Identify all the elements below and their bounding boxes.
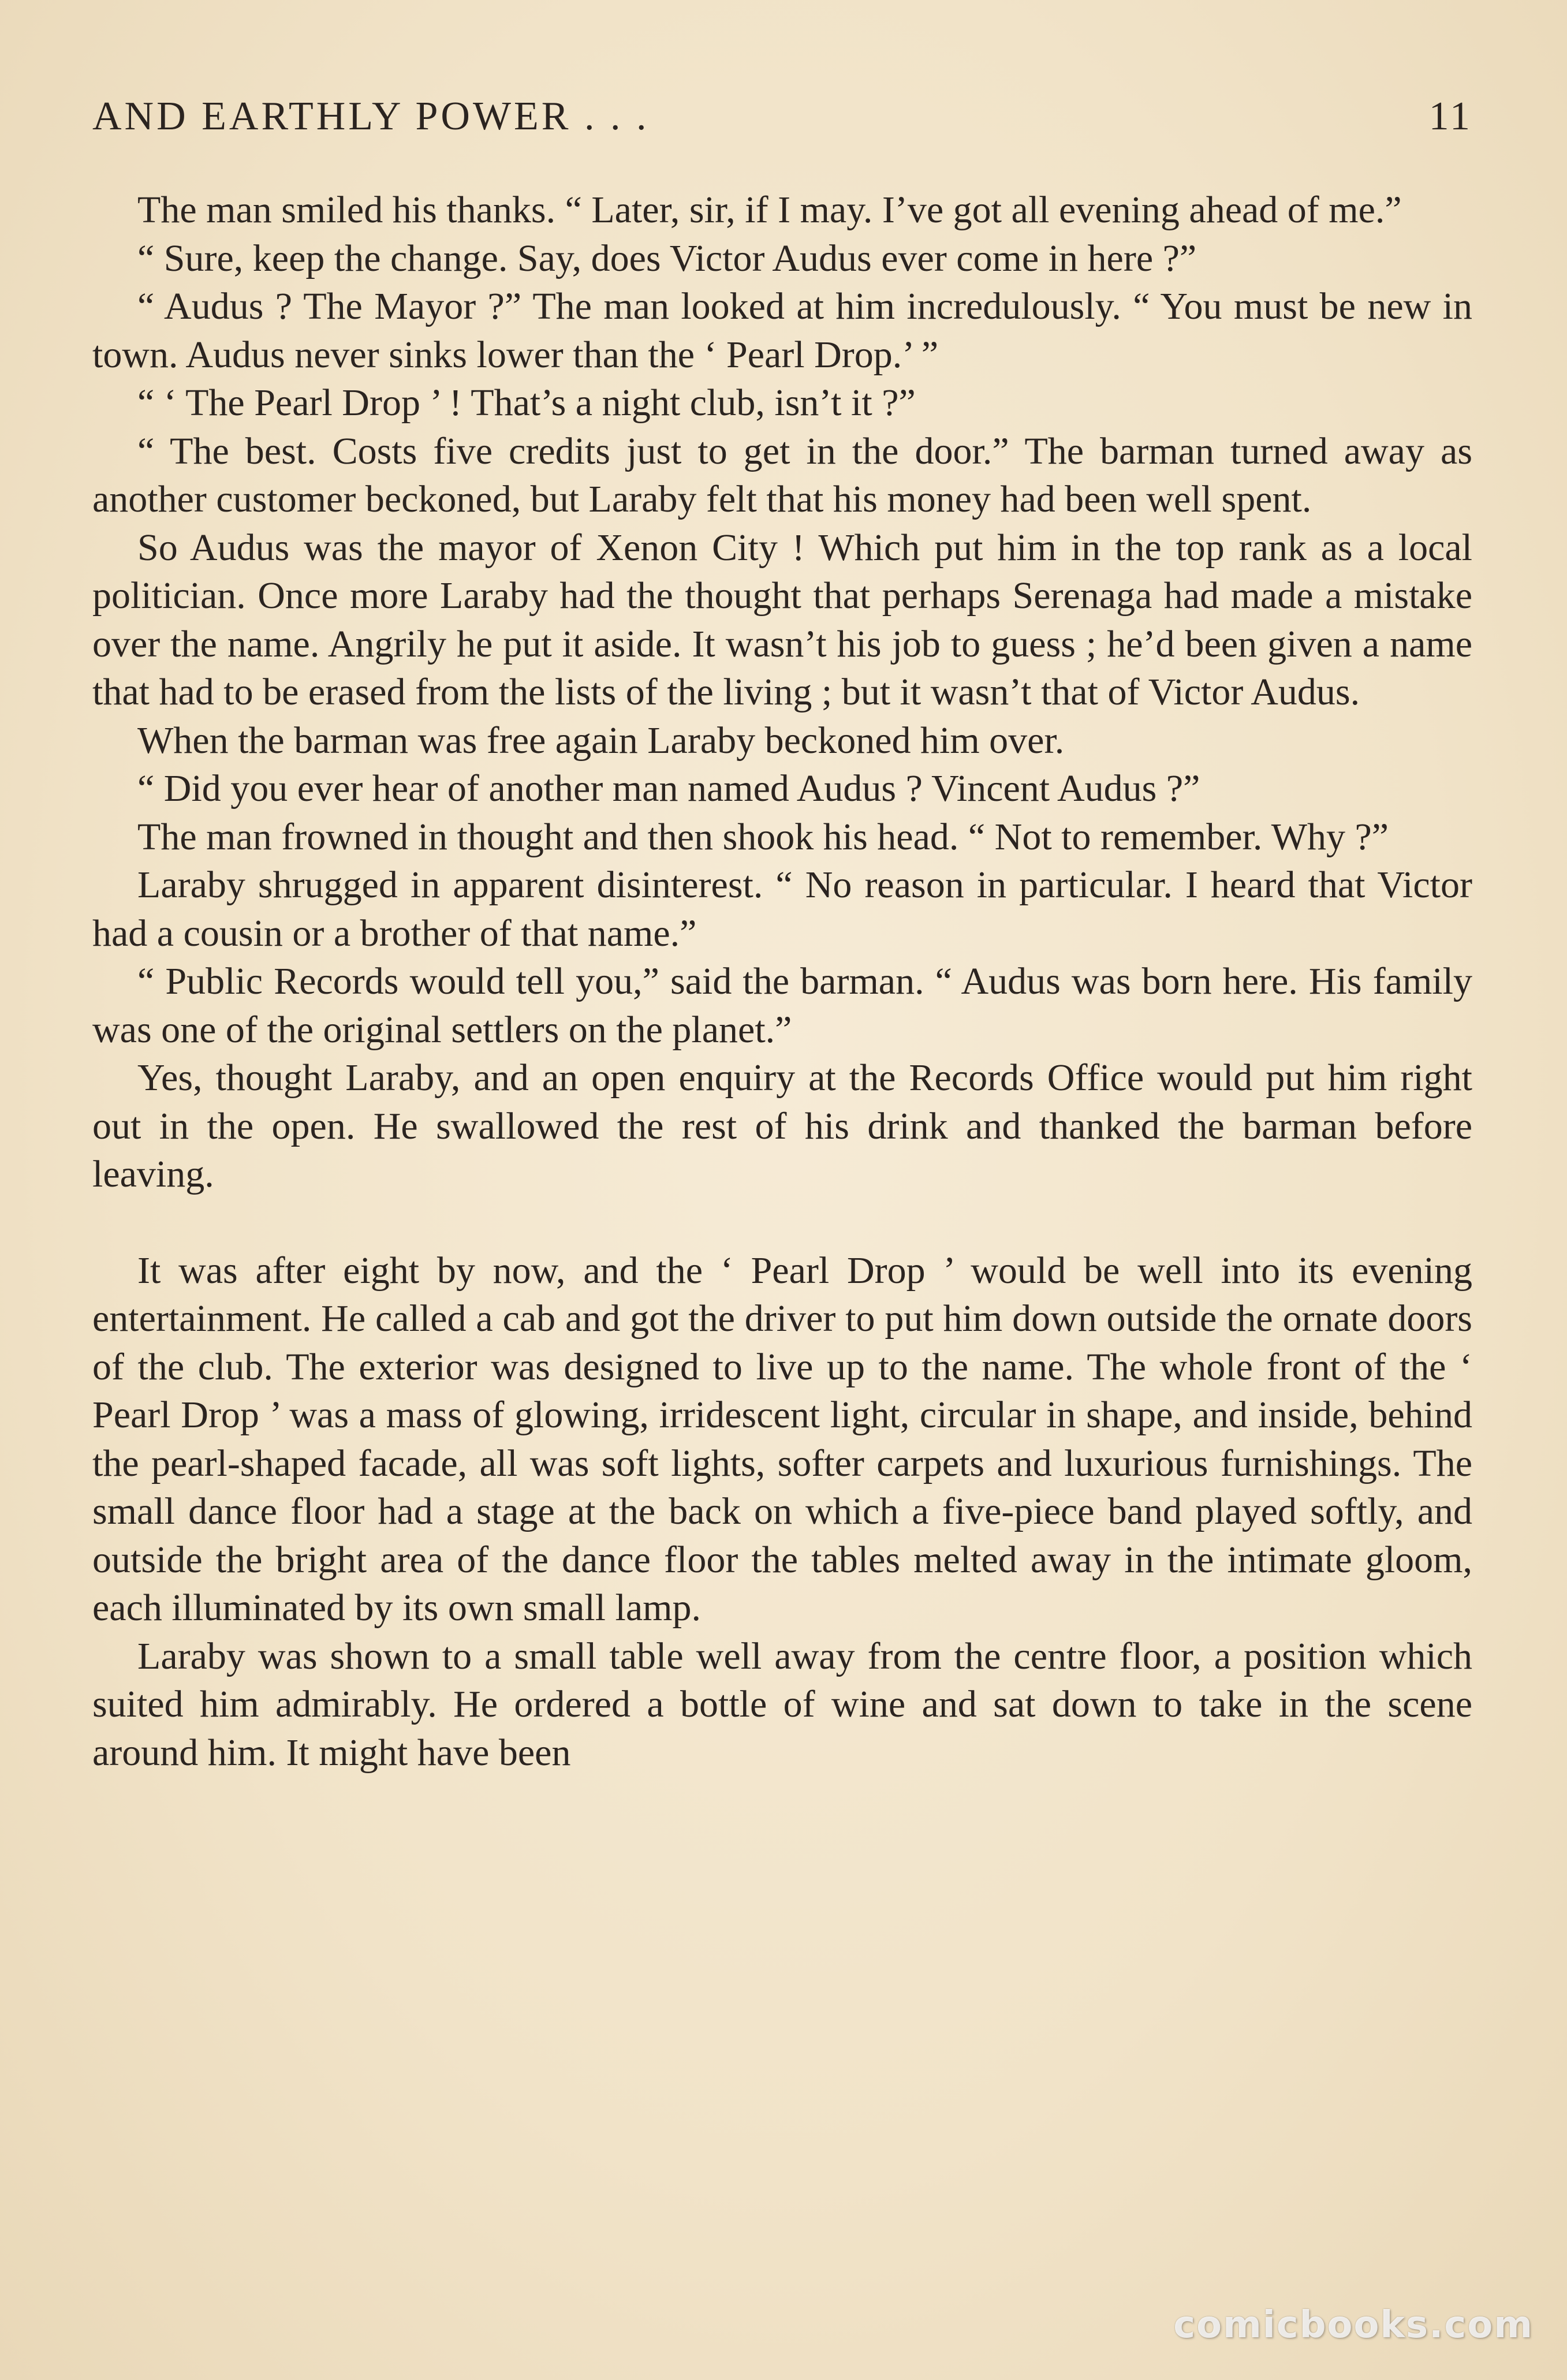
paragraph: “ The best. Costs five credits just to get in the door.” The barman turned away as another customer beckoned, but Laraby felt that his money had been well spent. (92, 430, 1472, 520)
paragraph: Laraby was shown to a small table well away from the centre floor, a position which suited him admirably. He ordered a bottle of wine and sat down to take in the scene around him. It might have been (92, 1635, 1472, 1774)
paragraph: “ ‘ The Pearl Drop ’ ! That’s a night club, isn’t it ?” (137, 382, 916, 424)
paragraph: “ Audus ? The Mayor ?” The man looked at him incredulously. “ You must be new in town. Audus never sinks lower than the ‘ Pearl Drop.’ ” (92, 285, 1472, 376)
paragraph: The man smiled his thanks. “ Later, sir, if I may. I’ve got all evening ahead of me.” (137, 189, 1402, 231)
page-number: 11 (1428, 94, 1472, 139)
paragraph: “ Sure, keep the change. Say, does Victor Audus ever come in here ?” (137, 237, 1197, 279)
section-start-paragraph: It was after eight by now, and the ‘ Pearl Drop ’ would be well into its evening entertainment. He called a cab and got the driver to put him down outside the ornate doors of the club. The exterior was designed to live up to the name. The whole front of the ‘ Pearl Drop ’ was a mass of glowing, irridescent light, circular in shape, and inside, behind the pearl-shaped facade, all was soft lights, softer carpets and luxurious furnishings. The small dance floor had a stage at the back on which a five-piece band played softly, and outside the bright area of the dance floor the tables melted away in the intimate gloom, each illuminated by its own small lamp. (92, 1249, 1472, 1629)
watermark: comicbooks.com (1173, 2304, 1534, 2347)
paragraph: Laraby shrugged in apparent disinterest. “ No reason in particular. I heard that Victor had a cousin or a brother of that name.” (92, 864, 1472, 954)
paragraph: When the barman was free again Laraby beckoned him over. (137, 719, 1065, 762)
running-title: AND EARTHLY POWER . . . (92, 94, 650, 139)
paragraph: Yes, thought Laraby, and an open enquiry at the Records Office would put him right out in the open. He swallowed the rest of his drink and thanked the barman before leaving. (92, 1057, 1472, 1195)
paragraph: “ Public Records would tell you,” said the barman. “ Audus was born here. His family was one of the original settlers on the planet.” (92, 960, 1472, 1051)
running-head (92, 88, 1472, 146)
paragraph: “ Did you ever hear of another man named Audus ? Vincent Audus ?” (137, 767, 1200, 810)
body-text (92, 186, 1472, 1777)
paragraph: The man frowned in thought and then shook his head. “ Not to remember. Why ?” (137, 815, 1389, 858)
paragraph: So Audus was the mayor of Xenon City ! Which put him in the top rank as a local politician. Once more Laraby had the thought that perhaps Serenaga had made a mistake over the name. Angrily he put it aside. It wasn’t his job to guess ; he’d been given a name that had to be erased from the lists of the living ; but it wasn’t that of Victor Audus. (92, 526, 1472, 713)
